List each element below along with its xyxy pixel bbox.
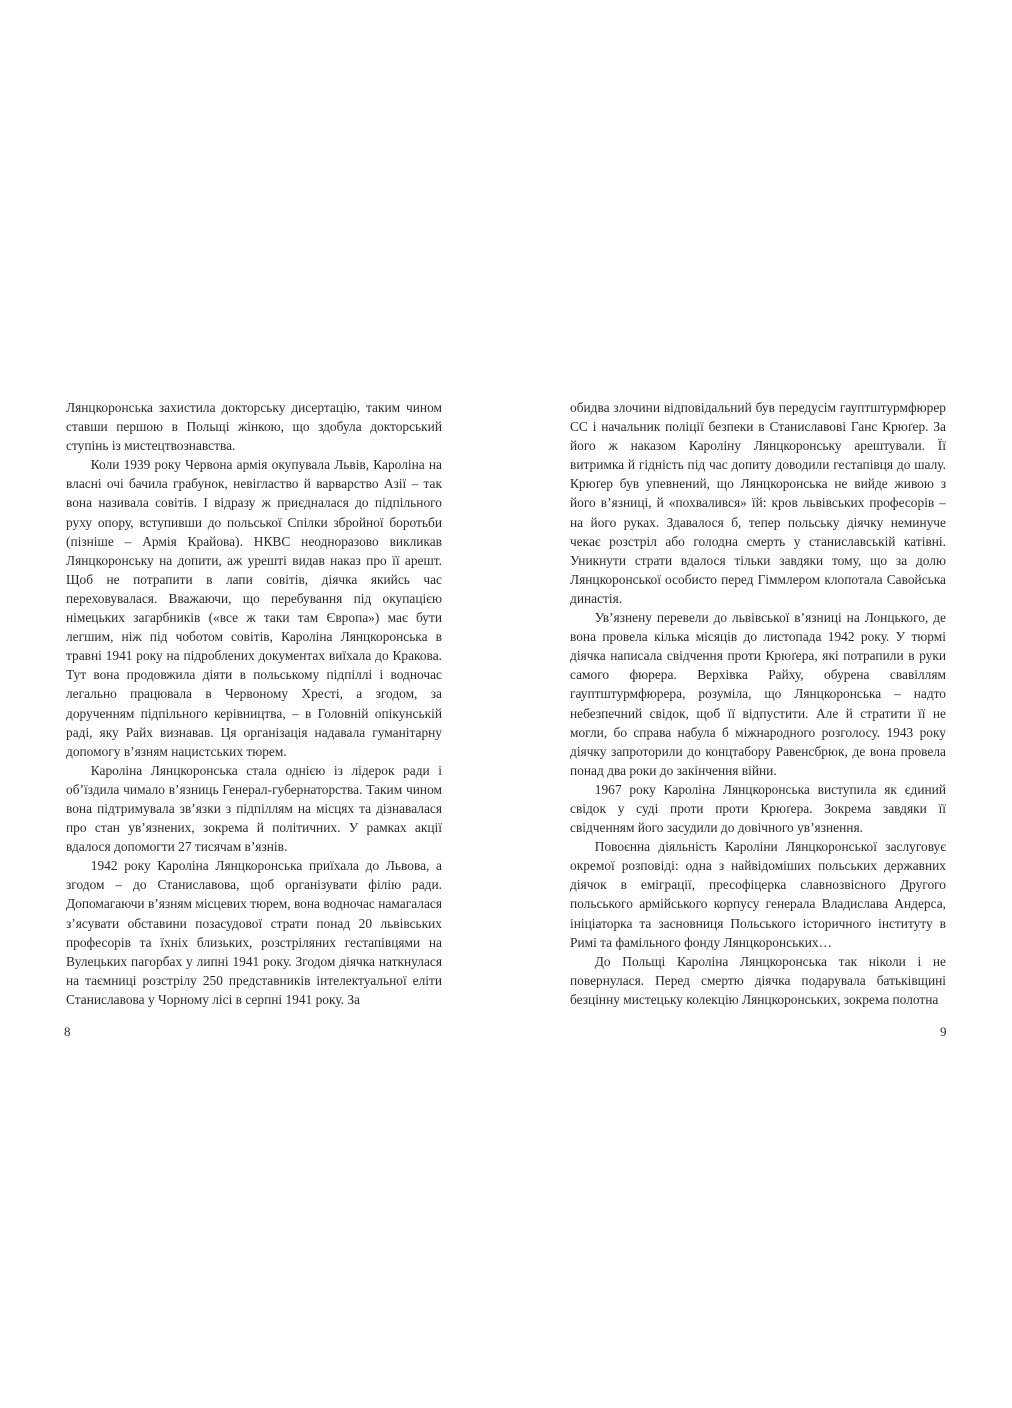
- left-page-text: [66, 398, 442, 1009]
- right-page-text: [570, 398, 946, 1009]
- paragraph: 1967 року Кароліна Лянцкоронська виступила як єдиний свідок у суді проти проти Крюґера. Зокрема завдяки її свідченням його засудили до довічного ув’язнення.: [570, 781, 946, 836]
- paragraph: обидва злочини відповідальний був передусім гауптштурмфюрер СС і начальник поліції безпеки в Станиславові Ганс Крюґер. За його ж наказом Кароліну Лянцкоронську арештували. Її витримка й гідність під час допиту доводили гестапівця до шалу. Крюґер був упевнений, що Лянцкоронська не вийде живою з його в’язниці, й «похвалився» їй: кров львівських професорів – на його руках. Здавалося б, тепер польську діячку неминуче чекає розстріл або голодна смерть у станиславській катівні. Уникнути страти вдалося тільки завдяки тому, що за долю Лянцкоронської особисто перед Гіммлером клопотала Савойська династія.: [570, 400, 946, 606]
- left-page: [66, 398, 442, 1009]
- page-number-left: 8: [64, 1024, 71, 1039]
- paragraph: Ув’язнену перевели до львівської в’язниці на Лонцького, де вона провела кілька місяців до листопада 1942 року. У тюрмі діячка написала свідчення проти Крюґера, які потрапили в руки самого фюрера. Верхівка Райху, обурена свавіллям гауптштурмфюрера, розуміла, що Лянцкоронська – надто небезпечний свідок, щоб її відпустити. Але й стратити її не могли, бо справа набула б міжнародного розголосу. 1943 року діячку запроторили до концтабору Равенсбрюк, де вона провела понад два роки до закінчення війни.: [570, 610, 946, 778]
- paragraph: Лянцкоронська захистила докторську дисертацію, таким чином ставши першою в Польщі жінкою, що здобула докторський ступінь із мистецтвознавства.: [66, 400, 442, 454]
- paragraph: 1942 року Кароліна Лянцкоронська приїхала до Львова, а згодом – до Станиславова, щоб організувати філію ради. Допомагаючи в’язням місцевих тюрем, вона водночас намагалася з’ясувати обставини позасудової страти понад 20 львівських професорів та їхніх близьких, розстріляних гестапівцями на Вулецьких пагорбах у липні 1941 року. Згодом діячка наткнулася на таємниці розстрілу 250 представників інтелектуальної еліти Станиславова у Чорному лісі в серпні 1941 року. За: [66, 858, 442, 1007]
- paragraph: Повоєнна діяльність Кароліни Лянцкоронської заслуговує окремої розповіді: одна з найвідоміших польських державних діячок в еміграції, пресофіцерка славнозвісного Другого польського армійського корпусу генерала Владислава Андерса, ініціаторка та засновниця Польського історичного інституту в Римі та фамільного фонду Лянцкоронських…: [570, 839, 946, 950]
- paragraph: До Польщі Кароліна Лянцкоронська так ніколи і не повернулася. Перед смертю діячка подарувала батьківщині безцінну мистецьку колекцію Лянцкоронських, зокрема полотна: [570, 953, 946, 1007]
- paragraph: Кароліна Лянцкоронська стала однією із лідерок ради і об’їздила чимало в’язниць Генерал-губернаторства. Таким чином вона підтримувала зв’язки з підпіллям на місцях та дізнавалася про стан ув’язнених, зокрема й політичних. У рамках акції вдалося допомогти 27 тисячам в’язнів.: [66, 762, 442, 855]
- page-number-right: 9: [940, 1024, 947, 1039]
- paragraph: Коли 1939 року Червона армія окупувала Львів, Кароліна на власні очі бачила грабунок, невігластво й варварство Азії – так вона називала совітів. І відразу ж приєдналася до підпільного руху опору, вступивши до польської Спілки збройної боротьби (пізніше – Армія Крайова). НКВС неодноразово викликав Лянцкоронську на допити, аж урешті видав наказ про її арешт. Щоб не потрапити в лапи совітів, діячка якийсь час переховувалася. Вважаючи, що перебування під окупацією німецьких загарбників («все ж таки там Європа») має бути легшим, ніж під чоботом совітів, Кароліна Лянцкоронська в травні 1941 року на підроблених документах виїхала до Кракова. Тут вона продовжила діяти в польському підпіллі і водночас легально працювала в Червоному Хресті, а згодом, за дорученням підпільного керівництва, – в Головній опікунській раді, яку Райх визнавав. Ця організація надавала гуманітарну допомогу в’язням нацистських тюрем.: [66, 457, 442, 759]
- right-page: [570, 398, 946, 1009]
